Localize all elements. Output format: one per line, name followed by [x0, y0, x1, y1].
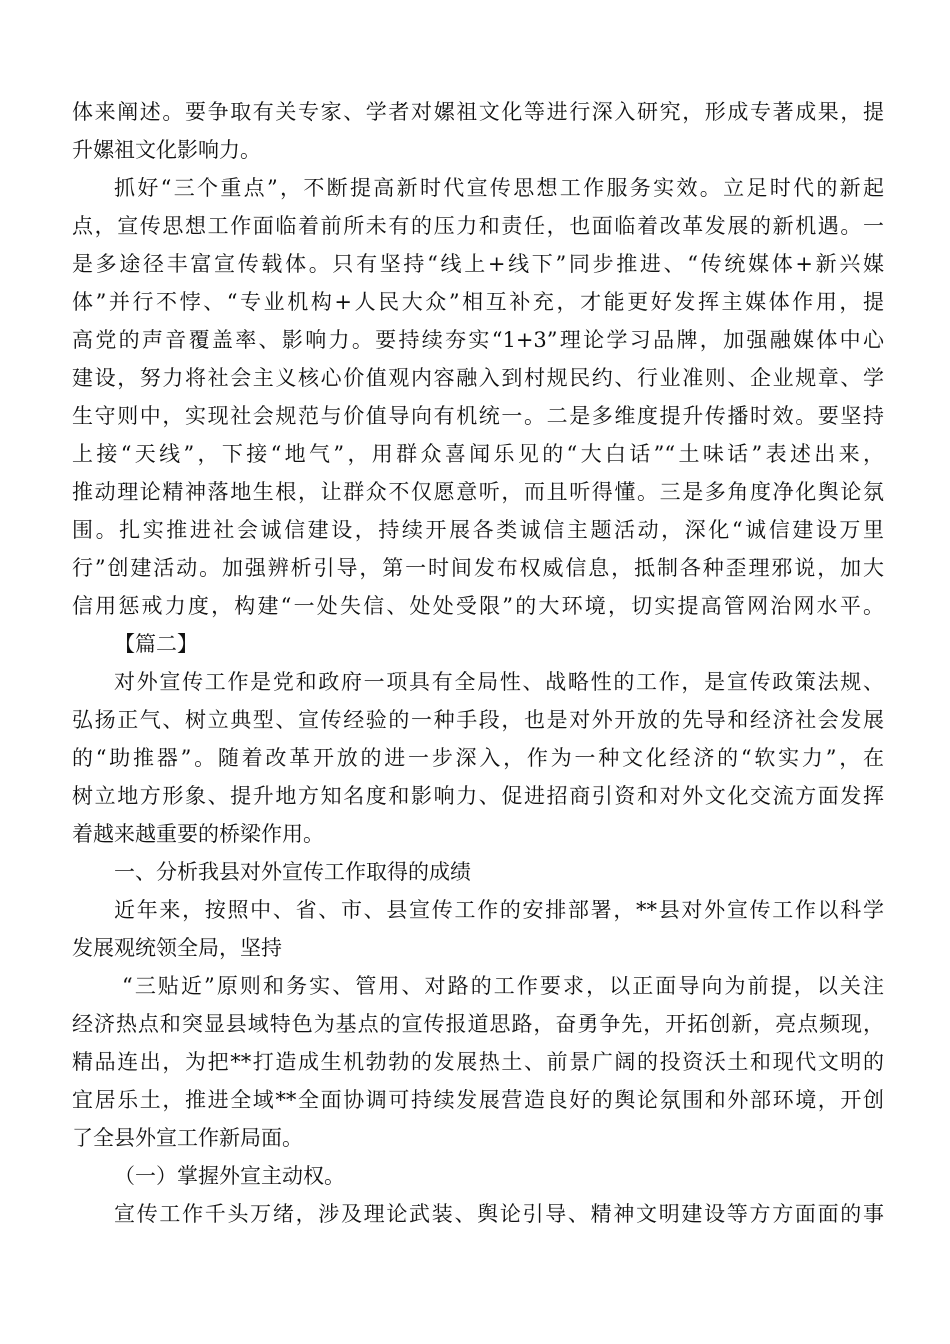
text-line: “三贴近”原则和务实、管用、对路的工作要求，以正面导向为前提，以关注: [122, 974, 884, 998]
section-heading: 【篇二】: [114, 632, 198, 656]
text-line: 宣传工作千头万绪，涉及理论武装、舆论引导、精神文明建设等方方面面的事: [114, 1202, 884, 1226]
text-line: 建设，努力将社会主义核心价值观内容融入到村规民约、行业准则、企业规章、学: [72, 366, 884, 390]
text-line: 宜居乐土，推进全域**全面协调可持续发展营造良好的舆论氛围和外部环境，开创: [72, 1088, 884, 1112]
text-line: 升嫘祖文化影响力。: [72, 138, 261, 162]
text-line: 着越来越重要的桥梁作用。: [72, 822, 324, 846]
text-line: 近年来，按照中、省、市、县宣传工作的安排部署，**县对外宣传工作以科学: [114, 898, 884, 922]
text-line: 经济热点和突显县域特色为基点的宣传报道思路，奋勇争先，开拓创新，亮点频现，: [72, 1012, 884, 1036]
text-line: 推动理论精神落地生根，让群众不仅愿意听，而且听得懂。三是多角度净化舆论氛: [72, 480, 884, 504]
text-line: 树立地方形象、提升地方知名度和影响力、促进招商引资和对外文化交流方面发挥: [72, 784, 884, 808]
text-line: 高党的声音覆盖率、影响力。要持续夯实“1+3”理论学习品牌，加强融媒体中心: [72, 328, 884, 352]
text-line: 对外宣传工作是党和政府一项具有全局性、战略性的工作，是宣传政策法规、: [114, 670, 884, 694]
text-line: 点，宣传思想工作面临着前所未有的压力和责任，也面临着改革发展的新机遇。一: [72, 214, 884, 238]
text-line: 体来阐述。要争取有关专家、学者对嫘祖文化等进行深入研究，形成专著成果，提: [72, 100, 884, 124]
subsection-heading: （一）掌握外宣主动权。: [114, 1164, 345, 1188]
subsection-heading: 一、分析我县对外宣传工作取得的成绩: [114, 860, 471, 884]
text-line: 的“助推器”。随着改革开放的进一步深入，作为一种文化经济的“软实力”，在: [72, 746, 884, 770]
text-line: 是多途径丰富宣传载体。只有坚持“线上+线下”同步推进、“传统媒体+新兴媒: [72, 252, 884, 276]
text-line: 围。扎实推进社会诚信建设，持续开展各类诚信主题活动，深化“诚信建设万里: [72, 518, 884, 542]
text-line: 行”创建活动。加强辨析引导，第一时间发布权威信息，抵制各种歪理邪说，加大: [72, 556, 884, 580]
text-line: 生守则中，实现社会规范与价值导向有机统一。二是多维度提升传播时效。要坚持: [72, 404, 884, 428]
text-line: 信用惩戒力度，构建“一处失信、处处受限”的大环境，切实提高管网治网水平。: [72, 594, 884, 618]
text-line: 精品连出，为把**打造成生机勃勃的发展热土、前景广阔的投资沃土和现代文明的: [72, 1050, 884, 1074]
text-line: 了全县外宣工作新局面。: [72, 1126, 303, 1150]
text-line: 弘扬正气、树立典型、宣传经验的一种手段，也是对外开放的先导和经济社会发展: [72, 708, 884, 732]
paragraph-heading-line: 抓好“三个重点”，不断提高新时代宣传思想工作服务实效。立足时代的新起: [114, 176, 884, 200]
text-line: 上接“天线”，下接“地气”，用群众喜闻乐见的“大白话”“土味话”表述出来，: [72, 442, 884, 466]
text-line: 体”并行不悖、“专业机构+人民大众”相互补充，才能更好发挥主媒体作用，提: [72, 290, 884, 314]
text-line: 发展观统领全局，坚持: [72, 936, 282, 960]
